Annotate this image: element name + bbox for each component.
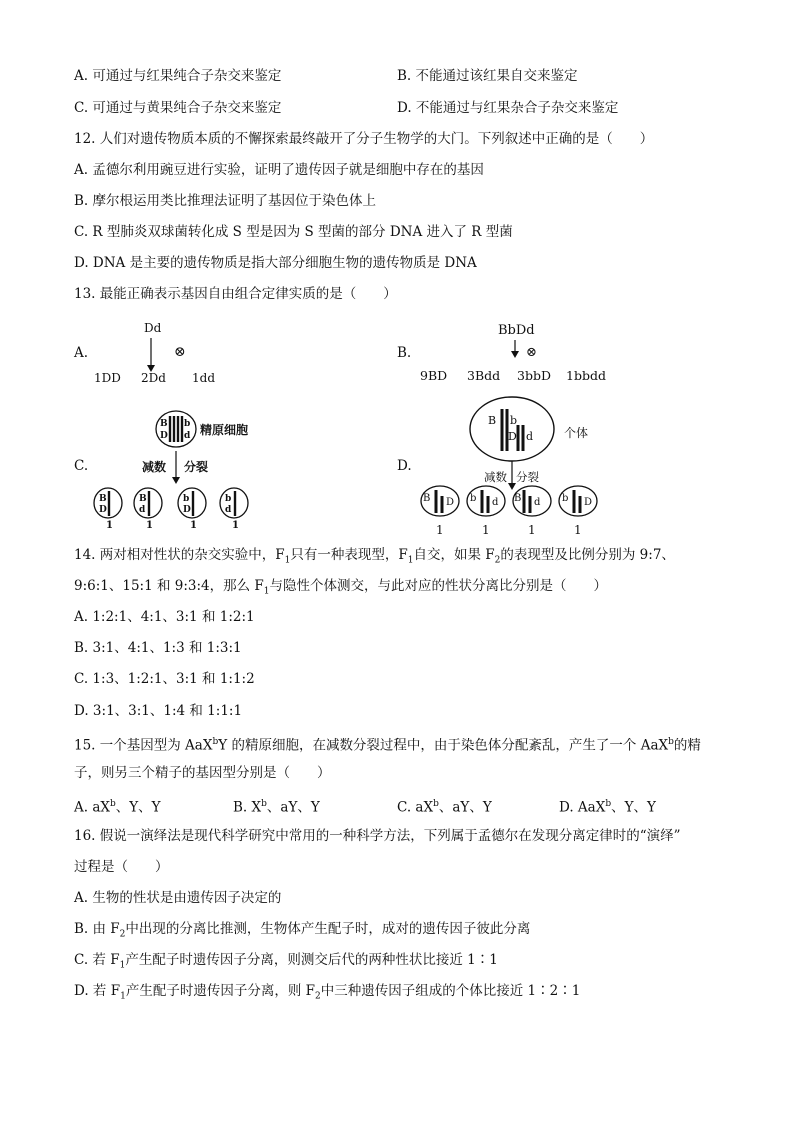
diagram-c-gamete-2 [134,488,162,518]
svg-text:D: D [183,505,191,515]
q14-f1-sub: 1 [407,555,414,566]
q13-label-a: A. [74,345,89,361]
diagram-b-result-1: 9BD [420,368,448,383]
q16-option-part: C. 若 F [74,952,120,968]
diagram-b [412,318,612,390]
diagram-b-result-4: 1bbdd [566,368,606,383]
diagram-a [88,318,238,390]
diagram-d-arrow-head [508,483,516,490]
q15-stem-line-2: 子，则另三个精子的基因型分别是（ ） [74,765,331,781]
q12-option-d: D. DNA 是主要的遗传物质是指大部分细胞生物的遗传物质是 DNA [74,255,477,271]
q14-stem-part: 的表现型及比例分别为 9:7、 [500,547,675,563]
q16-option-part: 中出现的分离比推测，生物体产生配子时，成对的遗传因子彼此分离 [125,921,531,937]
q14-stem-line-2 [74,576,607,602]
q14-stem-part: 自交，如果 [413,547,486,563]
svg-text:D: D [160,431,168,441]
q14-stem-part: 9:6:1、15:1 和 9:3:4，那么 [74,578,255,594]
svg-text:B: B [160,419,168,429]
svg-text:d: d [184,431,191,441]
q16-option-b [74,919,530,945]
diagram-d-count-4: 1 [574,523,582,537]
q16-subscript: 2 [315,991,321,1002]
svg-text:d: d [534,497,541,508]
q15-stem-part: Y 的精原细胞，在减数分裂过程中，由于染色体分配紊乱，产生了一个 AaX [218,737,669,754]
diagram-b-arrow-head [511,351,519,358]
svg-text:D: D [584,497,593,508]
diagram-d-gamete-2 [467,486,505,516]
q16-subscript: 1 [119,960,126,971]
diagram-c-gamete-3 [178,488,206,518]
q15-option-c [397,794,492,818]
q16-option-a: A. 生物的性状是由遗传因子决定的 [74,890,282,906]
q15-stem-part: 15. 一个基因型为 AaX [74,737,213,754]
q14-f1-symbol: F [254,578,264,594]
q11-option-a: A. 可通过与红果纯合子杂交来鉴定 [74,68,282,84]
q14-f1-sub: 1 [284,555,291,566]
svg-text:d: d [492,497,499,508]
diagram-d-count-1: 1 [436,523,444,537]
q15-option-part: 、Y、Y [115,799,161,816]
svg-text:B: B [99,494,107,504]
q16-subscript: 1 [120,991,126,1002]
q14-f2-symbol: F [485,547,495,563]
svg-text:D: D [99,505,107,515]
q13-label-c: C. [74,458,89,474]
svg-text:B: B [514,493,522,504]
diagram-d [414,395,614,543]
q14-stem-part: 与隐性个体测交，与此对应的性状分离比分别是（ ） [269,578,608,594]
q14-stem-part: 14. 两对相对性状的杂交实验中， [74,547,276,563]
q11-option-b: B. 不能通过该红果自交来鉴定 [397,68,578,84]
svg-text:D: D [446,497,455,508]
q13-label-d: D. [397,458,412,474]
q14-option-a: A. 1:2:1、4:1、3:1 和 1:2:1 [74,609,255,625]
q16-option-d [74,981,580,1007]
svg-text:b: b [470,493,477,504]
q15-option-part: 、aY、Y [438,799,492,816]
q14-f1-symbol: F [398,547,408,563]
diagram-b-selfing-icon: ⊗ [526,345,537,360]
diagram-c-arrow-head [172,477,180,484]
q15-option-part: A. aX [74,799,110,816]
diagram-d-gamete-1 [421,486,459,516]
svg-text:D: D [508,430,517,443]
q12-stem: 12. 人们对遗传物质本质的不懈探索最终敲开了分子生物学的大门。下列叙述中正确的是（ ） [74,131,654,147]
svg-text:B: B [423,493,431,504]
diagram-d-count-3: 1 [528,523,536,537]
diagram-d-process: 减数 [484,470,507,484]
q15-option-part: 、aY、Y [266,799,320,816]
svg-text:d: d [225,505,232,515]
q12-option-a: A. 孟德尔利用豌豆进行实验，证明了遗传因子就是细胞中存在的基因 [74,162,484,178]
q16-option-part: 中三种遗传因子组成的个体比接近 1∶2∶1 [320,983,581,999]
q12-option-c: C. R 型肺炎双球菌转化成 S 型是因为 S 型菌的部分 DNA 进入了 R 型菌 [74,224,513,240]
svg-text:d: d [139,505,146,515]
diagram-c [90,405,260,530]
q15-option-d [559,794,656,818]
q14-stem-part: 只有一种表现型， [290,547,399,563]
diagram-c-count-2: 1 [146,520,153,530]
q13-stem: 13. 最能正确表示基因自由组合定律实质的是（ ） [74,286,397,302]
diagram-c-process-2: 分裂 [184,460,209,474]
q15-option-part: C. aX [397,799,434,816]
svg-text:b: b [225,494,232,504]
q15-stem-part: 的精 [673,737,701,754]
q14-option-b: B. 3:1、4:1、1:3 和 1:3:1 [74,640,242,656]
q15-superscript: b [110,799,116,809]
diagram-a-selfing-icon: ⊗ [174,344,186,360]
q15-superscript: b [433,799,439,809]
diagram-b-parent: BbDd [498,323,535,338]
svg-text:d: d [526,430,534,443]
svg-text:b: b [510,414,518,427]
q13-label-b: B. [397,345,412,361]
diagram-c-parent-cell [156,411,196,447]
diagram-c-gamete-4 [220,488,248,518]
q15-superscript: b [261,799,267,809]
diagram-d-gamete-3 [513,486,551,516]
q14-f1-sub: 1 [263,586,270,597]
q12-option-b: B. 摩尔根运用类比推理法证明了基因位于染色体上 [74,193,377,209]
diagram-a-result-2: 2Dd [141,371,166,385]
q14-option-d: D. 3:1、3:1、1:4 和 1:1:1 [74,703,243,719]
diagram-c-gamete-1 [94,488,122,518]
q14-f1-symbol: F [275,547,285,563]
q15-option-part: B. X [233,799,262,816]
diagram-a-result-3: 1dd [192,371,215,385]
diagram-c-count-4: 1 [232,520,239,530]
q16-option-part: 产生配子时遗传因子分离，则 F [125,983,315,999]
svg-text:b: b [183,494,190,504]
diagram-d-gamete-4 [559,486,597,516]
diagram-b-result-2: 3Bdd [467,368,501,383]
q15-option-part: 、Y、Y [611,799,656,816]
diagram-d-parent-cell [470,397,554,461]
svg-text:b: b [562,493,569,504]
q15-superscript: b [212,737,219,747]
q14-stem-line-1 [74,545,675,571]
diagram-c-process: 减数 [142,460,167,474]
q15-stem-line-1 [74,732,701,756]
diagram-d-process-2: 分裂 [516,470,539,484]
diagram-c-count-3: 1 [190,520,197,530]
diagram-b-result-3: 3bbD [517,368,551,383]
q15-superscript: b [668,737,674,747]
diagram-a-parent: Dd [144,321,162,335]
q16-option-part: 产生配子时遗传因子分离，则测交后代的两种性状比接近 1∶1 [125,952,498,968]
q15-option-part: D. AaX [559,799,606,816]
q11-option-d: D. 不能通过与红果杂合子杂交来鉴定 [397,100,619,116]
q15-superscript: b [605,799,612,809]
diagram-c-count-1: 1 [106,520,113,530]
svg-text:b: b [184,419,191,429]
q16-subscript: 2 [119,929,126,940]
q14-f2-sub: 2 [494,555,501,566]
q15-option-b [233,794,320,818]
q16-option-c [74,950,498,976]
diagram-d-count-2: 1 [482,523,490,537]
q14-option-c: C. 1:3、1:2:1、3:1 和 1:1:2 [74,671,255,687]
diagram-a-result-1: 1DD [94,371,121,385]
q16-stem-line-1: 16. 假说一演绎法是现代科学研究中常用的一种科学方法，下列属于孟德尔在发现分离定律时的“演绎” [74,828,681,844]
q16-option-part: D. 若 F [74,983,121,999]
svg-text:B: B [139,494,147,504]
q15-option-a [74,794,161,818]
q11-option-c: C. 可通过与黄果纯合子杂交来鉴定 [74,100,282,116]
q16-option-part: B. 由 F [74,921,120,937]
diagram-c-cell-label: 精原细胞 [200,423,249,437]
diagram-d-cell-label: 个体 [564,426,589,440]
q16-stem-line-2: 过程是（ ） [74,859,169,875]
svg-text:B: B [488,414,497,427]
